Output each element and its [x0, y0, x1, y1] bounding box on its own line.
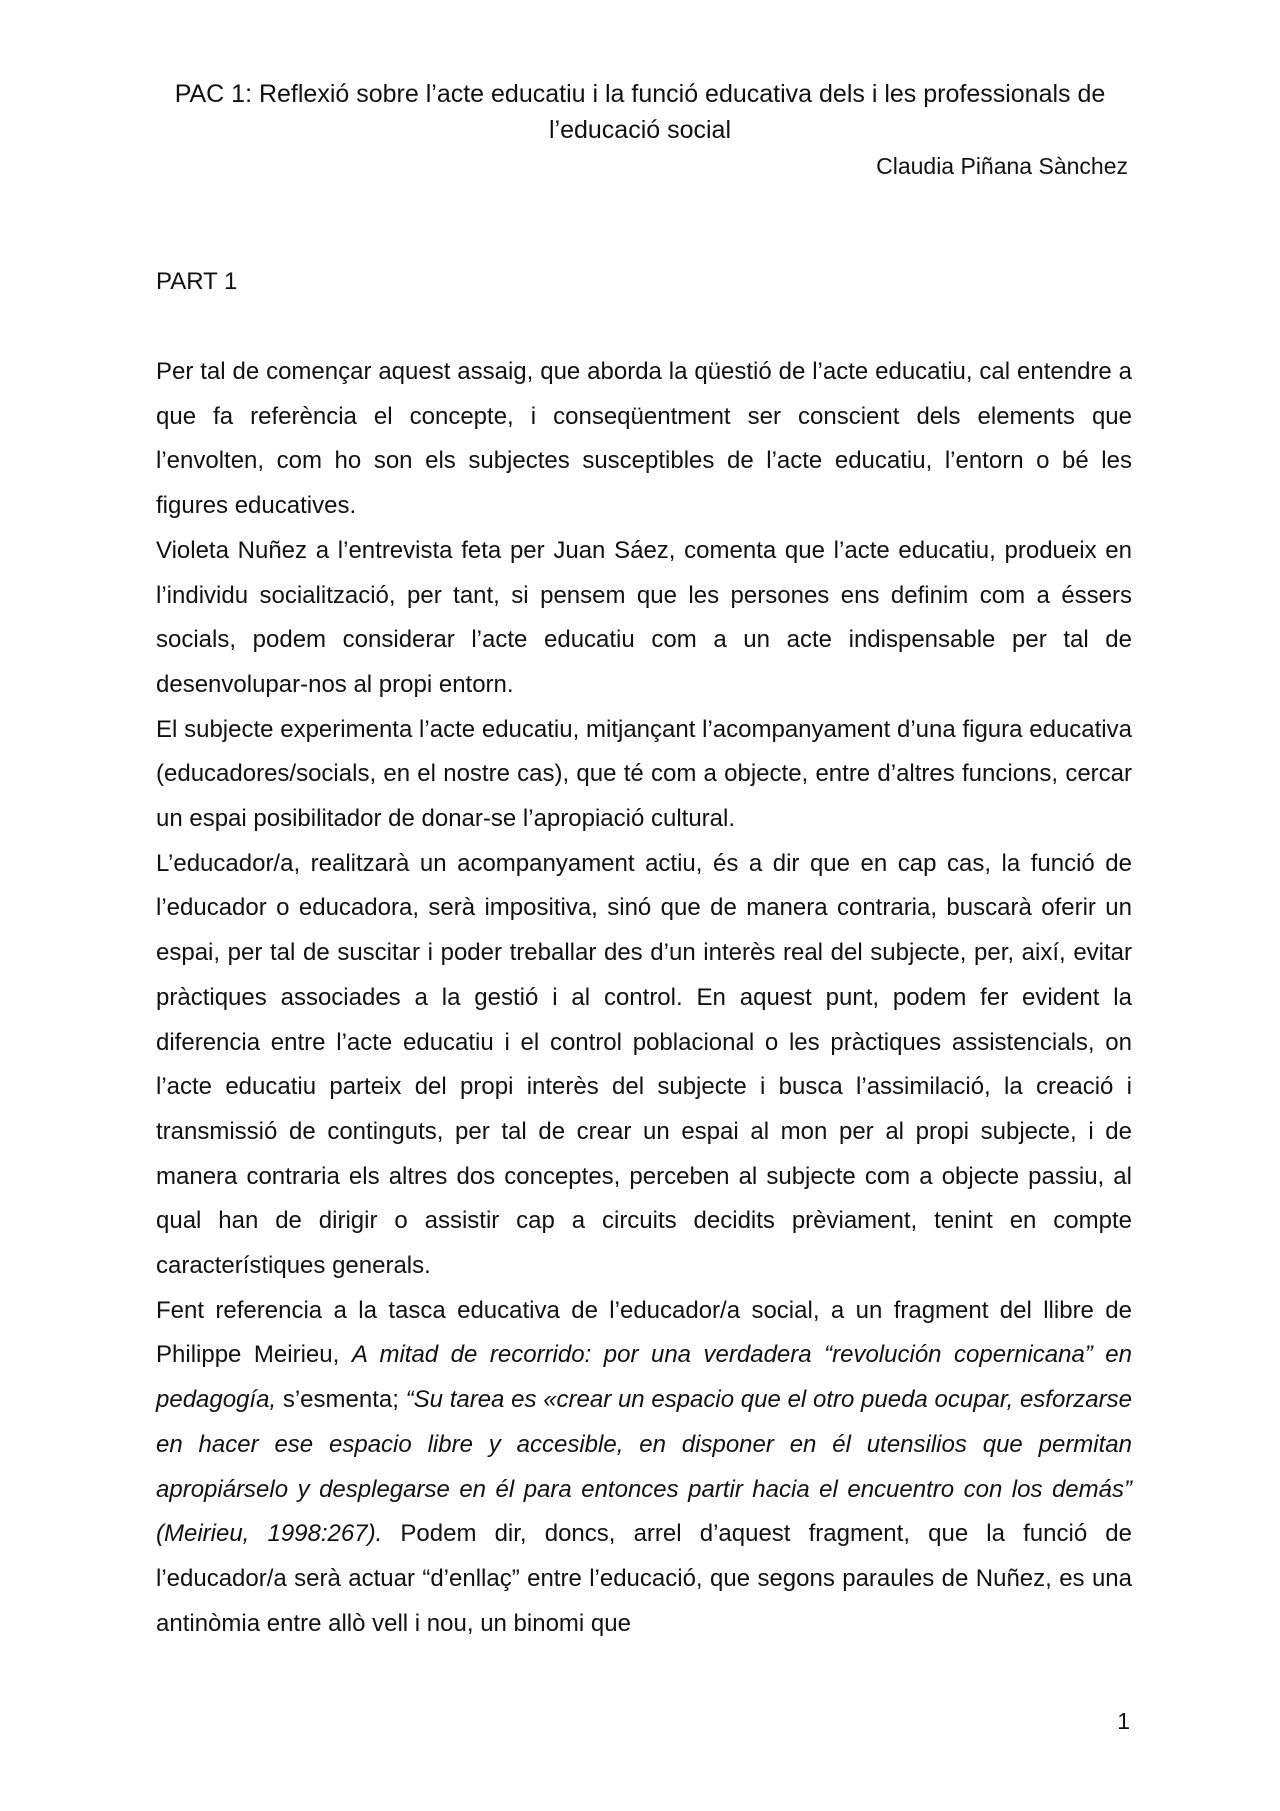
paragraph-4: L’educador/a, realitzarà un acompanyament actiu, és a dir que en cap cas, la funció de l’educador o educadora, serà impositiva, sinó que de manera contraria, buscarà oferir un espai, per tal de suscitar i poder treballar des d’un interès real del subjecte, per, així, evitar pràctiques associades a la gestió i al control. En aquest punt, podem fer evident la diferencia entre l’acte educatiu i el control poblacional o les pràctiques assistencials, on l’acte educatiu parteix del propi interès del subjecte i busca l’assimilació, la creació i transmissió de continguts, per tal de crear un espai al mon per al propi subjecte, i de manera contraria els altres dos conceptes, perceben al subjecte com a objecte passiu, al qual han de dirigir o assistir cap a circuits decidits prèviament, tenint en compte característiques generals.	[156, 849, 1132, 1280]
paragraph-1: Per tal de començar aquest assaig, que aborda la qüestió de l’acte educatiu, cal entendre a que fa referència el concepte, i conseqüentment ser conscient dels elements que l’envolten, com ho son els subjectes susceptibles de l’acte educatiu, l’entorn o bé les figures educatives.	[156, 358, 1132, 520]
document-title: PAC 1: Reflexió sobre l’acte educatiu i la funció educativa dels i les professionals de l’educació social	[174, 80, 1106, 144]
page-number: 1	[1117, 1708, 1130, 1734]
book-quote: “Su tarea es «crear un espacio que el otro pueda ocupar, esforzarse en hacer ese espacio libre y accesible, en disponer en él utensilios que permitan apropiárselo y desplegarse en él para entonces partir hacia el encuentro con los demás” (Meirieu, 1998:267).	[156, 1386, 1132, 1548]
document-body	[156, 350, 1132, 1646]
paragraph-2: Violeta Nuñez a l’entrevista feta per Juan Sáez, comenta que l’acte educatiu, produeix en l’individu socialització, per tant, si pensem que les persones ens definim com a éssers socials, podem considerar l’acte educatiu com a un acte indispensable per tal de desenvolupar-nos al propi entorn.	[156, 536, 1132, 698]
paragraph-3: El subjecte experimenta l’acte educatiu, mitjançant l’acompanyament d’una figura educativa (educadores/socials, en el nostre cas), que té com a objecte, entre d’altres funcions, cercar un espai posibilitador de donar-se l’apropiació cultural.	[156, 715, 1132, 833]
paragraph-5-mid: s’esmenta;	[276, 1386, 406, 1414]
author-name: Claudia Piñana Sànchez	[876, 153, 1128, 179]
paragraph-5-rest: Podem dir, doncs, arrel d’aquest fragment, que la funció de l’educador/a serà actuar “d’enllaç” entre l’educació, que segons paraules de Nuñez, es una antinòmia entre allò vell i nou, un binomi que	[156, 1520, 1133, 1637]
section-heading: PART 1	[156, 268, 238, 295]
paragraph-5-intro: Fent referencia a la tasca educativa de l’educador/a social, a un fragment del llibre de Philippe Meirieu,	[156, 1296, 1132, 1369]
paragraph-5	[156, 1289, 1132, 1647]
book-title: A mitad de recorrido: por una verdadera “revolución copernicana” en pedagogía,	[156, 1341, 1133, 1414]
